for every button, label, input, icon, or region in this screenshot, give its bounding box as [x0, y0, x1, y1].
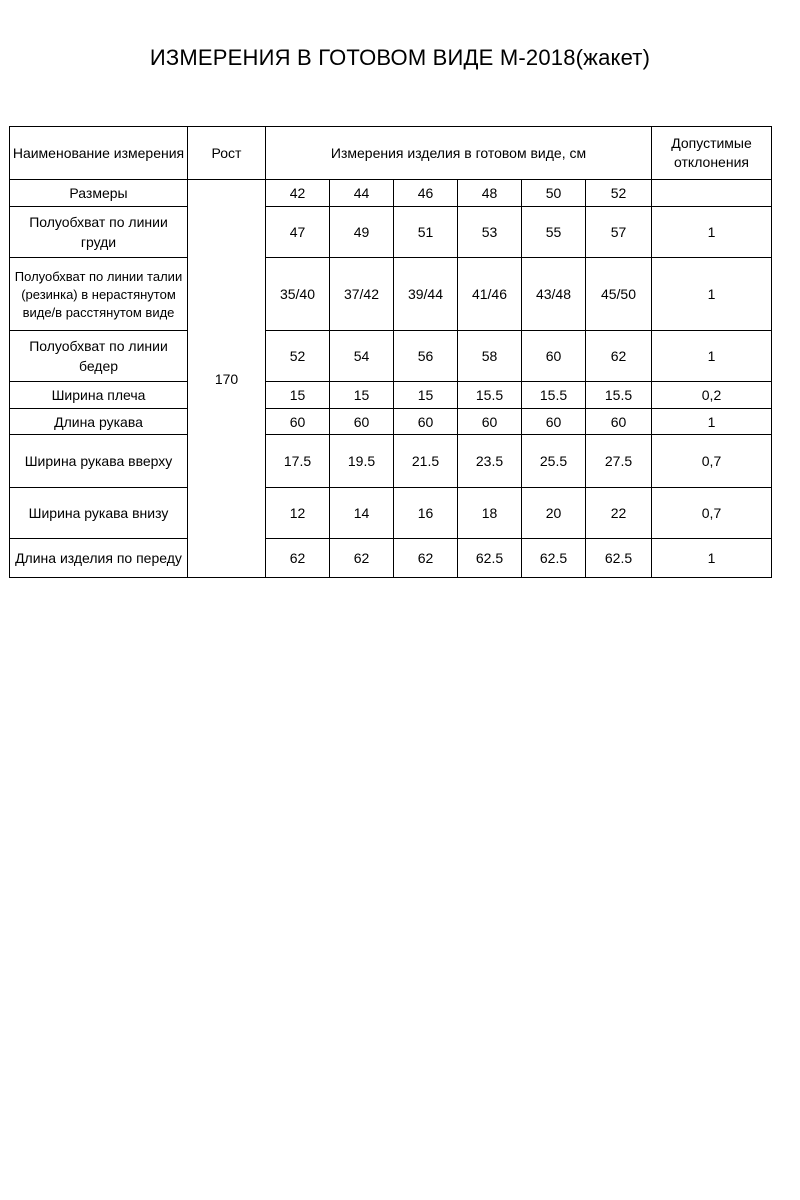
size-cell: 46 [394, 180, 458, 207]
row-name: Длина рукава [10, 409, 188, 435]
value-cell: 53 [458, 207, 522, 258]
value-cell: 15.5 [522, 382, 586, 409]
value-cell: 52 [266, 331, 330, 382]
value-cell: 60 [394, 409, 458, 435]
value-cell: 60 [330, 409, 394, 435]
row-name: Полуобхват по линии бедер [10, 331, 188, 382]
value-cell: 39/44 [394, 258, 458, 331]
measurements-table [9, 126, 772, 578]
tolerance-cell: 0,7 [652, 435, 772, 488]
tolerance-cell: 1 [652, 409, 772, 435]
value-cell: 15 [266, 382, 330, 409]
value-cell: 43/48 [522, 258, 586, 331]
value-cell: 37/42 [330, 258, 394, 331]
value-cell: 62 [586, 331, 652, 382]
value-cell: 62.5 [586, 539, 652, 578]
header-row [10, 127, 772, 180]
value-cell: 62 [266, 539, 330, 578]
value-cell: 49 [330, 207, 394, 258]
tolerance-cell: 1 [652, 207, 772, 258]
value-cell: 62.5 [522, 539, 586, 578]
value-cell: 41/46 [458, 258, 522, 331]
value-cell: 27.5 [586, 435, 652, 488]
row-name: Полуобхват по линии талии (резинка) в нерастянутом виде/в расстянутом виде [10, 258, 188, 331]
height-value: 170 [188, 180, 266, 578]
value-cell: 45/50 [586, 258, 652, 331]
header-tolerance: Допустимые отклонения [652, 127, 772, 180]
value-cell: 21.5 [394, 435, 458, 488]
value-cell: 23.5 [458, 435, 522, 488]
tolerance-empty-cell [652, 180, 772, 207]
row-name: Ширина рукава внизу [10, 488, 188, 539]
header-height: Рост [188, 127, 266, 180]
table-row [10, 539, 772, 578]
value-cell: 56 [394, 331, 458, 382]
value-cell: 15.5 [586, 382, 652, 409]
size-cell: 42 [266, 180, 330, 207]
value-cell: 25.5 [522, 435, 586, 488]
value-cell: 54 [330, 331, 394, 382]
table-row [10, 207, 772, 258]
value-cell: 60 [458, 409, 522, 435]
value-cell: 60 [522, 331, 586, 382]
value-cell: 14 [330, 488, 394, 539]
header-measurements: Измерения изделия в готовом виде, см [266, 127, 652, 180]
row-name: Полуобхват по линии груди [10, 207, 188, 258]
document-title: ИЗМЕРЕНИЯ В ГОТОВОМ ВИДЕ М-2018(жакет) [149, 45, 651, 70]
value-cell: 62 [394, 539, 458, 578]
table-row [10, 435, 772, 488]
value-cell: 62.5 [458, 539, 522, 578]
value-cell: 15 [330, 382, 394, 409]
row-name: Ширина рукава вверху [10, 435, 188, 488]
value-cell: 22 [586, 488, 652, 539]
sizes-row [10, 180, 772, 207]
table-row [10, 409, 772, 435]
value-cell: 15 [394, 382, 458, 409]
value-cell: 62 [330, 539, 394, 578]
value-cell: 47 [266, 207, 330, 258]
tolerance-cell: 0,7 [652, 488, 772, 539]
value-cell: 19.5 [330, 435, 394, 488]
size-cell: 52 [586, 180, 652, 207]
value-cell: 55 [522, 207, 586, 258]
table-row [10, 331, 772, 382]
row-name: Длина изделия по переду [10, 539, 188, 578]
sizes-label: Размеры [10, 180, 188, 207]
header-name: Наименование измерения [10, 127, 188, 180]
value-cell: 16 [394, 488, 458, 539]
value-cell: 57 [586, 207, 652, 258]
tolerance-cell: 1 [652, 331, 772, 382]
size-cell: 44 [330, 180, 394, 207]
table-row [10, 258, 772, 331]
tolerance-cell: 1 [652, 258, 772, 331]
value-cell: 35/40 [266, 258, 330, 331]
value-cell: 60 [522, 409, 586, 435]
value-cell: 60 [266, 409, 330, 435]
size-cell: 48 [458, 180, 522, 207]
value-cell: 60 [586, 409, 652, 435]
size-cell: 50 [522, 180, 586, 207]
value-cell: 17.5 [266, 435, 330, 488]
value-cell: 20 [522, 488, 586, 539]
tolerance-cell: 1 [652, 539, 772, 578]
value-cell: 58 [458, 331, 522, 382]
row-name: Ширина плеча [10, 382, 188, 409]
table-row [10, 488, 772, 539]
value-cell: 18 [458, 488, 522, 539]
value-cell: 15.5 [458, 382, 522, 409]
tolerance-cell: 0,2 [652, 382, 772, 409]
value-cell: 51 [394, 207, 458, 258]
table-row [10, 382, 772, 409]
value-cell: 12 [266, 488, 330, 539]
